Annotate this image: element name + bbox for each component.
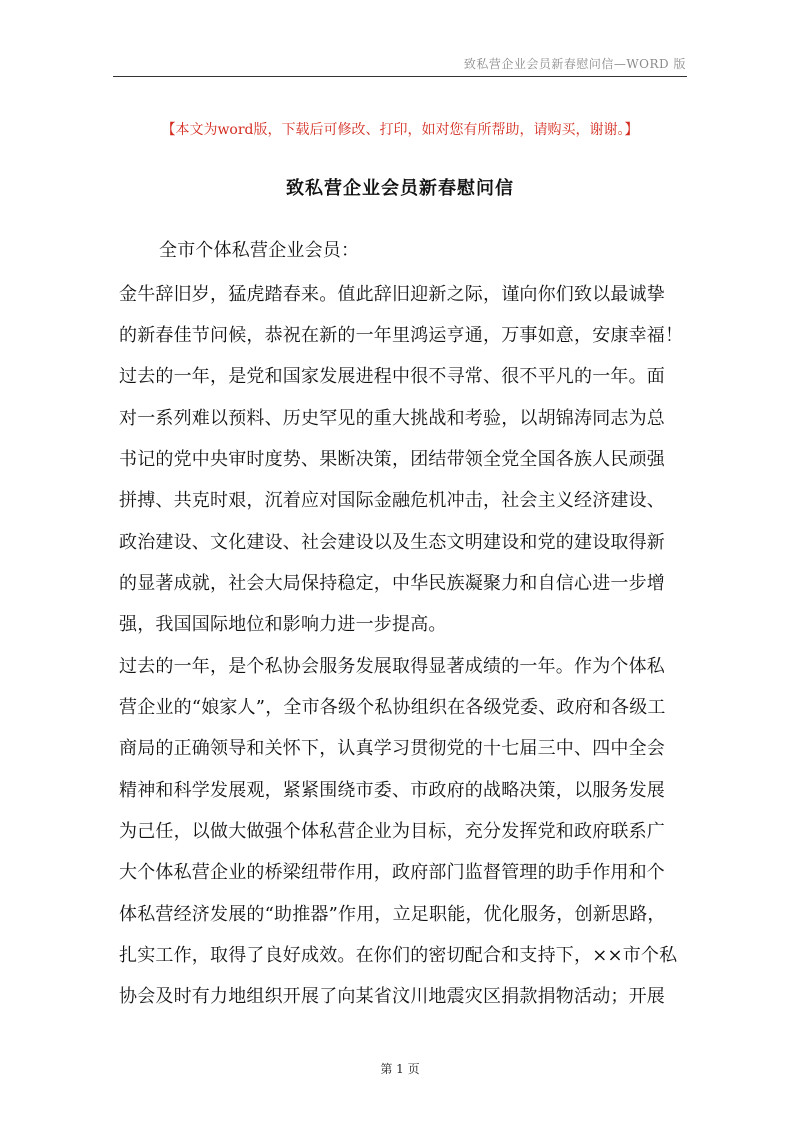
body-line: 对一系列难以预料、历史罕见的重大挑战和考验，以胡锦涛同志为总 — [119, 408, 665, 429]
body-line: 过去的一年，是党和国家发展进程中很不寻常、很不平凡的一年。面 — [119, 366, 665, 387]
body-line: 精神和科学发展观，紧紧围绕市委、市政府的战略决策，以服务发展 — [119, 780, 665, 801]
body-line: 强，我国国际地位和影响力进一步提高。 — [119, 614, 447, 635]
body-line: 为己任，以做大做强个体私营企业为目标，充分发挥党和政府联系广 — [119, 821, 665, 842]
body-line: 拼搏、共克时艰，沉着应对国际金融危机冲击，社会主义经济建设、 — [119, 490, 665, 511]
body-line: 过去的一年，是个私协会服务发展取得显著成绩的一年。作为个体私 — [119, 656, 665, 677]
header-divider — [113, 76, 687, 77]
body-line: 体私营经济发展的“助推器”作用，立足职能，优化服务，创新思路， — [119, 904, 666, 925]
running-header: 致私营企业会员新春慰问信—WORD 版 — [463, 57, 686, 71]
body-line: 书记的党中央审时度势、果断决策，团结带领全党全国各族人民顽强 — [119, 449, 665, 470]
body-line: 的显著成就，社会大局保持稳定，中华民族凝聚力和自信心进一步增 — [119, 573, 665, 594]
body-line: 商局的正确领导和关怀下，认真学习贯彻党的十七届三中、四中全会 — [119, 738, 665, 759]
body-line: 大个体私营企业的桥梁纽带作用，政府部门监督管理的助手作用和个 — [119, 862, 665, 883]
body-line: 金牛辞旧岁，猛虎踏春来。值此辞旧迎新之际，谨向你们致以最诚挚 — [119, 284, 665, 305]
body-line: 扎实工作，取得了良好成效。在你们的密切配合和支持下，××市个私 — [119, 945, 678, 966]
document-title: 致私营企业会员新春慰问信 — [286, 178, 514, 199]
body-line: 协会及时有力地组织开展了向某省汶川地震灾区捐款捐物活动；开展 — [119, 986, 665, 1007]
body-line: 政治建设、文化建设、社会建设以及生态文明建设和党的建设取得新 — [119, 532, 665, 553]
purchase-notice: 【本文为word版，下载后可修改、打印，如对您有所帮助，请购买，谢谢。】 — [161, 122, 639, 138]
page-number: 第 1 页 — [380, 1062, 420, 1076]
body-line: 营企业的“娘家人”，全市各级个私协组织在各级党委、政府和各级工 — [119, 697, 666, 718]
body-line: 的新春佳节问候，恭祝在新的一年里鸿运亨通，万事如意，安康幸福！ — [119, 325, 684, 346]
salutation: 全市个体私营企业会员： — [159, 240, 360, 261]
